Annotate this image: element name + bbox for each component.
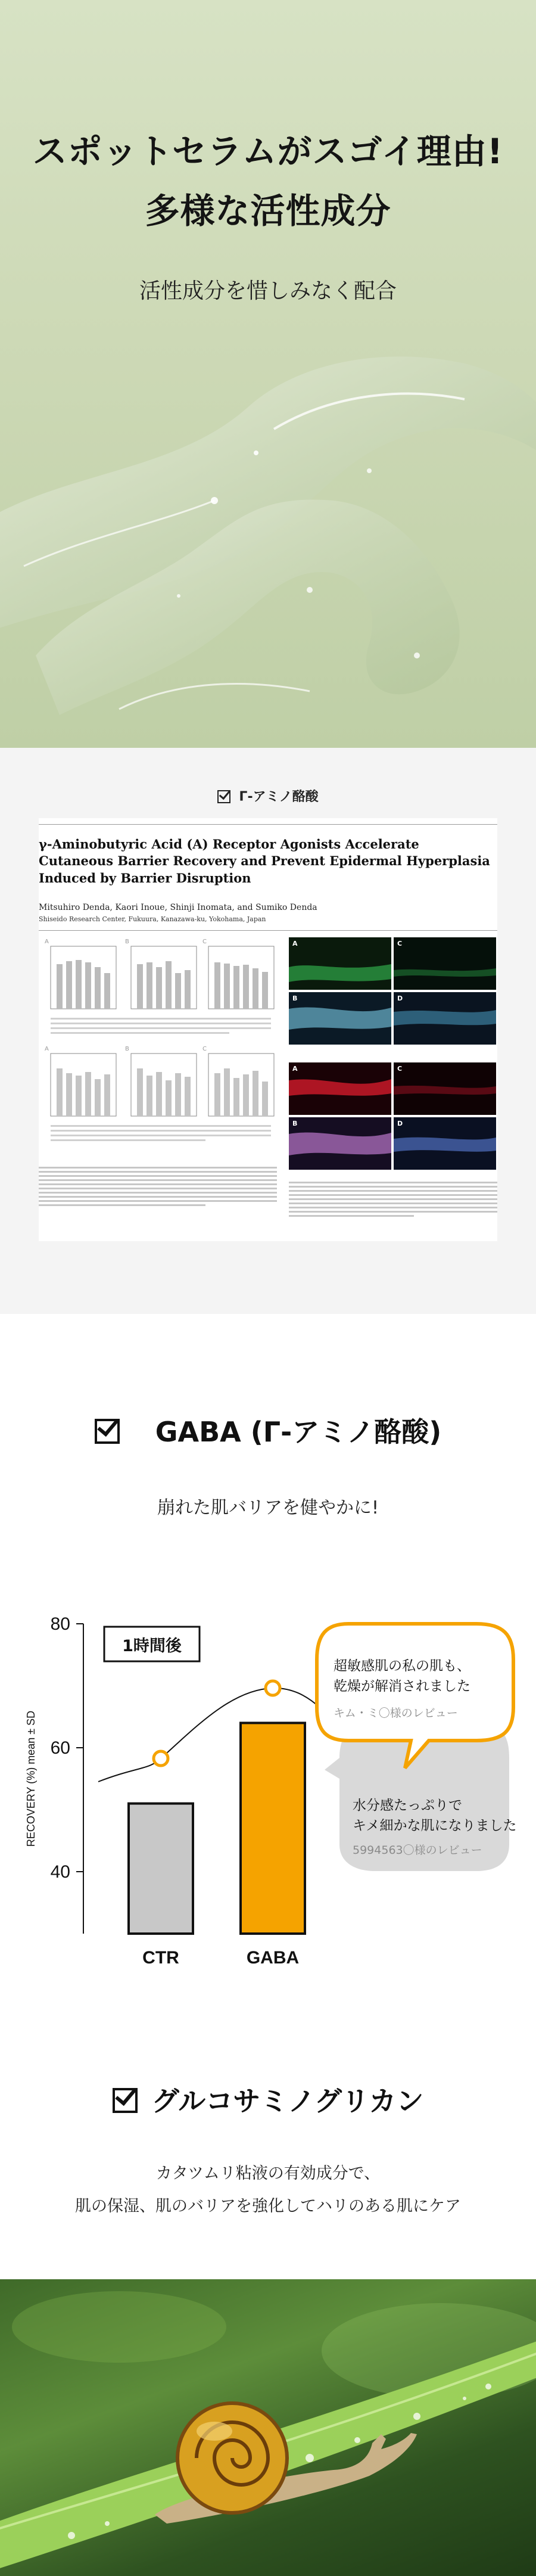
y-axis-label: RECOVERY (%) mean ± SD xyxy=(25,1710,37,1847)
paper-label xyxy=(0,787,536,805)
panel-label: C xyxy=(397,940,403,947)
panel-label: D xyxy=(397,1120,403,1127)
y-tick-label: 80 xyxy=(50,1614,70,1634)
gaba-heading xyxy=(0,1410,536,1450)
panel-label: B xyxy=(292,1120,298,1127)
review-2-line1: 水分感たっぷりで xyxy=(353,1798,462,1813)
panel-label: A xyxy=(45,939,49,945)
panel-label: B xyxy=(125,1046,129,1052)
gaba-marker xyxy=(266,1681,280,1695)
ctr-marker xyxy=(154,1751,168,1766)
glucosamine-line1: カタツムリ粘液の有効成分で、 xyxy=(155,2164,381,2183)
hero-section xyxy=(0,0,536,748)
bar-gaba xyxy=(241,1723,305,1934)
y-tick-label: 60 xyxy=(50,1738,70,1758)
panel-label: C xyxy=(397,1065,403,1073)
time-label: 1時間後 xyxy=(122,1637,182,1655)
divider xyxy=(39,824,497,825)
snail-on-leaf-illustration xyxy=(0,2279,536,2576)
check-icon xyxy=(113,2088,138,2113)
paper-affiliation: Shiseido Research Center, Fukuura, Kanazawa-ku, Yokohama, Japan xyxy=(39,915,266,923)
check-icon xyxy=(95,1419,120,1444)
recovery-bar-chart xyxy=(0,1600,536,2017)
panel-label: D xyxy=(397,995,403,1002)
y-tick-label: 40 xyxy=(50,1862,70,1882)
panel-label: A xyxy=(292,1065,298,1073)
figure-microscopy xyxy=(289,937,497,1176)
gaba-section xyxy=(0,1314,536,2279)
panel-label: A xyxy=(45,1046,49,1052)
hero-title-line2: 多様な活性成分 xyxy=(145,191,391,231)
panel-label: B xyxy=(292,995,298,1002)
paper-body-text-left xyxy=(39,1167,277,1208)
divider xyxy=(39,930,497,931)
paper-card xyxy=(39,818,497,1241)
x-tick-label: GABA xyxy=(246,1948,300,1968)
paper-authors: Mitsuhiro Denda, Kaori Inoue, Shinji Inomata, and Sumiko Denda xyxy=(39,903,317,912)
gaba-subtitle: 崩れた肌バリアを健やかに! xyxy=(157,1497,379,1518)
panel-label: C xyxy=(202,939,207,945)
panel-label: A xyxy=(292,940,298,947)
research-paper-section xyxy=(0,748,536,1314)
panel-label: C xyxy=(202,1046,207,1052)
review-2-line2: キメ細かな肌になりました xyxy=(353,1818,517,1834)
glucosamine-heading-text: グルコサミノグリカン xyxy=(151,2085,424,2117)
review-1-author: キム・ミ〇様のレビュー xyxy=(334,1707,458,1720)
serum-gel-illustration xyxy=(0,322,536,748)
panel-label: B xyxy=(125,939,129,945)
hero-subtitle: 活性成分を惜しみなく配合 xyxy=(139,279,397,303)
figure-bar-panels-top xyxy=(39,937,277,1039)
snail-photo xyxy=(0,2279,536,2576)
hero-title-line1: スポットセラムがスゴイ理由! xyxy=(32,131,504,172)
check-icon xyxy=(217,790,230,803)
figure-bar-panels-bottom xyxy=(39,1045,277,1146)
review-1-line1: 超敏感肌の私の肌も、 xyxy=(334,1658,470,1674)
glucosamine-line2: 肌の保湿、肌のバリアを強化してハリのある肌にケア xyxy=(75,2197,461,2215)
paper-label-text: Γ-アミノ酪酸 xyxy=(239,790,319,804)
gaba-heading-text: GABA (Γ-アミノ酪酸) xyxy=(155,1416,442,1448)
review-1-line2: 乾燥が解消されました xyxy=(334,1679,470,1694)
paper-title: γ-Aminobutyric Acid (A) Receptor Agonists Accelerate Cutaneous Barrier Recovery and Prevent Epidermal Hyperplasia Induced by Barrier Disruption xyxy=(39,837,490,885)
glucosamine-heading xyxy=(0,2080,536,2119)
review-2-author: 5994563〇様のレビュー xyxy=(353,1844,482,1857)
x-tick-label: CTR xyxy=(142,1948,179,1968)
bar-ctr xyxy=(129,1804,193,1934)
paper-body-text-right xyxy=(289,1182,497,1219)
